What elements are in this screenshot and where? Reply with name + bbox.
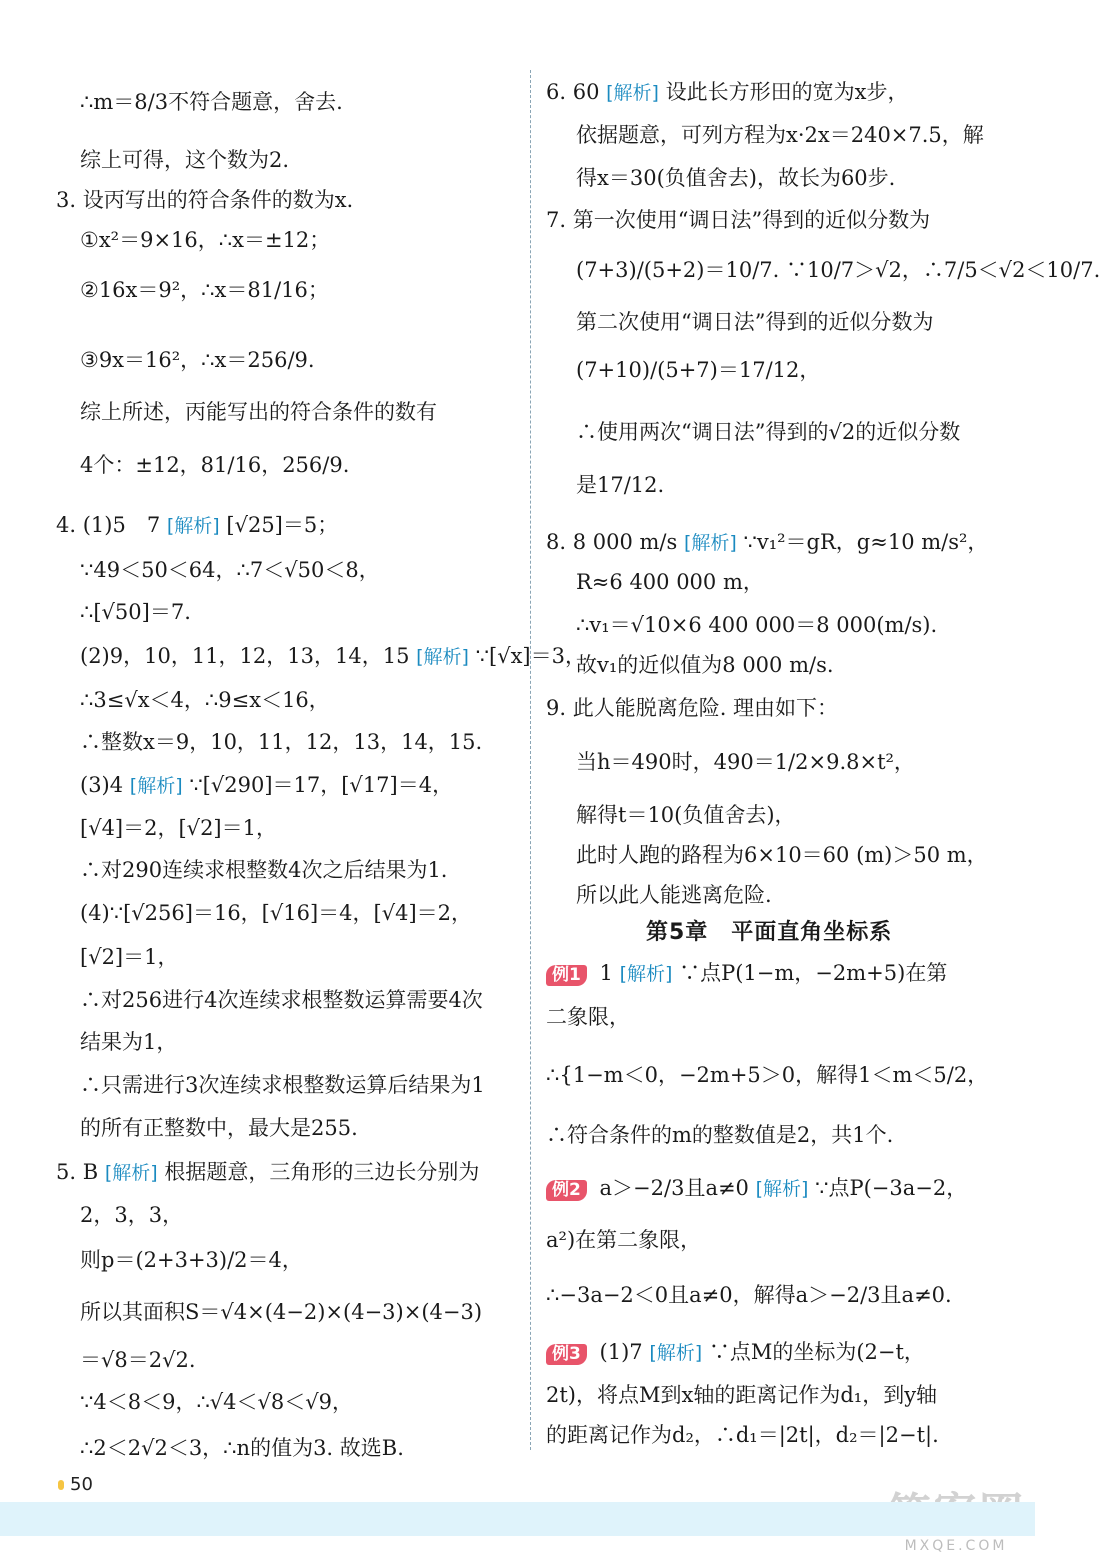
text-line: [√2]＝1， <box>80 945 179 969</box>
text-continuation: ∵[√290]＝17，[√17]＝4， <box>189 773 454 797</box>
text-line: 所以其面积S＝√4×(4−2)×(4−3)×(4−3) <box>80 1300 483 1324</box>
text-line: ∴只需进行3次连续求根整数运算后结果为1 <box>80 1073 485 1097</box>
analysis-tag: [解析] <box>104 1162 158 1184</box>
text-continuation: 设此长方形田的宽为x步， <box>665 80 909 104</box>
analysis-tag: [解析] <box>755 1178 809 1200</box>
text-line: 是17/12. <box>576 473 665 497</box>
text-line: 故v₁的近似值为8 000 m/s. <box>576 653 834 677</box>
example-badge: 例1 <box>546 965 587 986</box>
text-continuation: [√25]＝5； <box>226 513 339 537</box>
text-line: 2t)，将点M到x轴的距离记作为d₁，到y轴 <box>546 1383 938 1407</box>
text-continuation: ∵v₁²＝gR，g≈10 m/s²， <box>743 530 989 554</box>
text-continuation: ∵[√x]＝3， <box>475 644 586 668</box>
text-line: 得x＝30(负值舍去)，故长为60步. <box>576 166 896 190</box>
text-line: ∴整数x＝9，10，11，12，13，14，15. <box>80 730 483 754</box>
text-line: ∴2＜2√2＜3，∴n的值为3. 故选B. <box>80 1436 404 1460</box>
text-line: ③9x＝16²，∴x＝256/9. <box>80 348 315 372</box>
text-line: [√4]＝2，[√2]＝1， <box>80 816 277 840</box>
text-line: 2，3，3， <box>80 1203 184 1227</box>
text-line <box>56 515 338 536</box>
analysis-tag: [解析] <box>649 1342 703 1364</box>
text-line <box>546 1342 925 1365</box>
text-line: ∵49＜50＜64，∴7＜√50＜8， <box>80 558 380 582</box>
text-segment: a＞−2/3且a≠0 <box>599 1176 749 1200</box>
analysis-tag: [解析] <box>619 963 673 985</box>
example-badge: 例3 <box>546 1344 587 1365</box>
item-number: 5. B <box>56 1160 99 1184</box>
text-line: ∴3≤√x＜4，∴9≤x＜16， <box>80 688 330 712</box>
text-line: 二象限， <box>546 1005 630 1029</box>
example-badge: 例2 <box>546 1180 587 1201</box>
text-line: (4)∵[√256]＝16，[√16]＝4，[√4]＝2， <box>80 901 473 925</box>
text-continuation: ∵点M的坐标为(2−t， <box>708 1340 925 1364</box>
text-line: 结果为1， <box>80 1030 178 1054</box>
analysis-tag: [解析] <box>129 775 183 797</box>
text-line <box>546 1178 967 1201</box>
text-line: ＝√8＝2√2. <box>80 1348 196 1372</box>
text-line: ②16x＝9²，∴x＝81/16； <box>80 278 329 302</box>
text-line <box>80 775 453 796</box>
analysis-tag: [解析] <box>416 646 469 668</box>
text-line <box>546 963 947 986</box>
text-line: 则p＝(2+3+3)/2＝4， <box>80 1248 303 1272</box>
text-line: 解得t＝10(负值舍去)， <box>576 803 796 827</box>
text-line: 此时人跑的路程为6×10＝60 (m)＞50 m， <box>576 843 988 867</box>
text-line: ∴{1−m＜0，−2m+5＞0，解得1＜m＜5/2， <box>546 1063 989 1087</box>
text-line: ∴使用两次“调日法”得到的√2的近似分数 <box>576 420 961 444</box>
text-line: 4个：±12，81/16，256/9. <box>80 453 350 477</box>
text-line: 的所有正整数中，最大是255. <box>80 1116 358 1140</box>
text-continuation: 根据题意，三角形的三边长分别为 <box>164 1160 480 1184</box>
analysis-tag: [解析] <box>606 82 659 104</box>
chapter-heading: 第5章 平面直角坐标系 <box>646 920 893 945</box>
item-number: 6. 60 <box>546 80 600 104</box>
footer-band <box>0 1502 1035 1536</box>
text-line: ∴m＝8/3不符合题意，舍去. <box>80 90 343 114</box>
text-continuation: ∵点P(−3a−2， <box>815 1176 968 1200</box>
text-line: 第二次使用“调日法”得到的近似分数为 <box>576 310 934 334</box>
page-marker <box>58 1480 64 1490</box>
text-line: 9. 此人能脱离危险. 理由如下： <box>546 696 839 720</box>
text-line: 综上可得，这个数为2. <box>80 148 290 172</box>
page-number: 50 <box>70 1474 93 1495</box>
text-line: (7+10)/(5+7)＝17/12， <box>576 358 821 382</box>
text-segment: (1)7 <box>599 1340 643 1364</box>
text-line: ∵4＜8＜9，∴√4＜√8＜√9， <box>80 1390 354 1414</box>
text-line <box>546 82 908 103</box>
text-continuation: ∵点P(1−m，−2m+5)在第 <box>679 961 948 985</box>
text-line: (7+3)/(5+2)＝10/7. ∵10/7＞√2，∴7/5＜√2＜10/7. <box>576 258 1100 282</box>
text-line <box>80 646 586 667</box>
text-line: ∴[√50]＝7. <box>80 600 191 624</box>
text-segment: (2)9，10，11，12，13，14，15 <box>80 644 410 668</box>
analysis-tag: [解析] <box>683 532 737 554</box>
text-segment: 1 <box>599 961 613 985</box>
text-line: 7. 第一次使用“调日法”得到的近似分数为 <box>546 208 931 232</box>
text-line <box>546 532 988 553</box>
text-line: 依据题意，可列方程为x·2x＝240×7.5，解 <box>576 123 984 147</box>
text-line: ∴对290连续求根整数4次之后结果为1. <box>80 858 448 882</box>
text-line: ∴v₁＝√10×6 400 000＝8 000(m/s). <box>576 613 938 637</box>
item-number: 8. 8 000 m/s <box>546 530 678 554</box>
text-line: ∴−3a−2＜0且a≠0，解得a＞−2/3且a≠0. <box>546 1283 952 1307</box>
text-line: R≈6 400 000 m， <box>576 570 764 594</box>
text-line <box>56 1162 479 1183</box>
text-line: 3. 设丙写出的符合条件的数为x. <box>56 188 354 212</box>
text-line: 当h＝490时，490＝1/2×9.8×t²， <box>576 750 915 774</box>
text-line: a²)在第二象限， <box>546 1228 702 1252</box>
text-line: ∴对256进行4次连续求根整数运算需要4次 <box>80 988 483 1012</box>
item-number: 4. (1)5 7 <box>56 513 161 537</box>
watermark-url: MXQE.COM <box>904 1538 1008 1554</box>
text-line: 综上所述，丙能写出的符合条件的数有 <box>80 400 437 424</box>
text-line: ①x²＝9×16，∴x＝±12； <box>80 228 331 252</box>
text-line: 的距离记作为d₂，∴d₁＝|2t|，d₂＝|2−t|. <box>546 1423 939 1447</box>
column-divider <box>530 70 531 1450</box>
text-segment: (3)4 <box>80 773 124 797</box>
analysis-tag: [解析] <box>166 515 220 537</box>
text-line: 所以此人能逃离危险. <box>576 883 772 907</box>
text-line: ∴符合条件的m的整数值是2，共1个. <box>546 1123 894 1147</box>
